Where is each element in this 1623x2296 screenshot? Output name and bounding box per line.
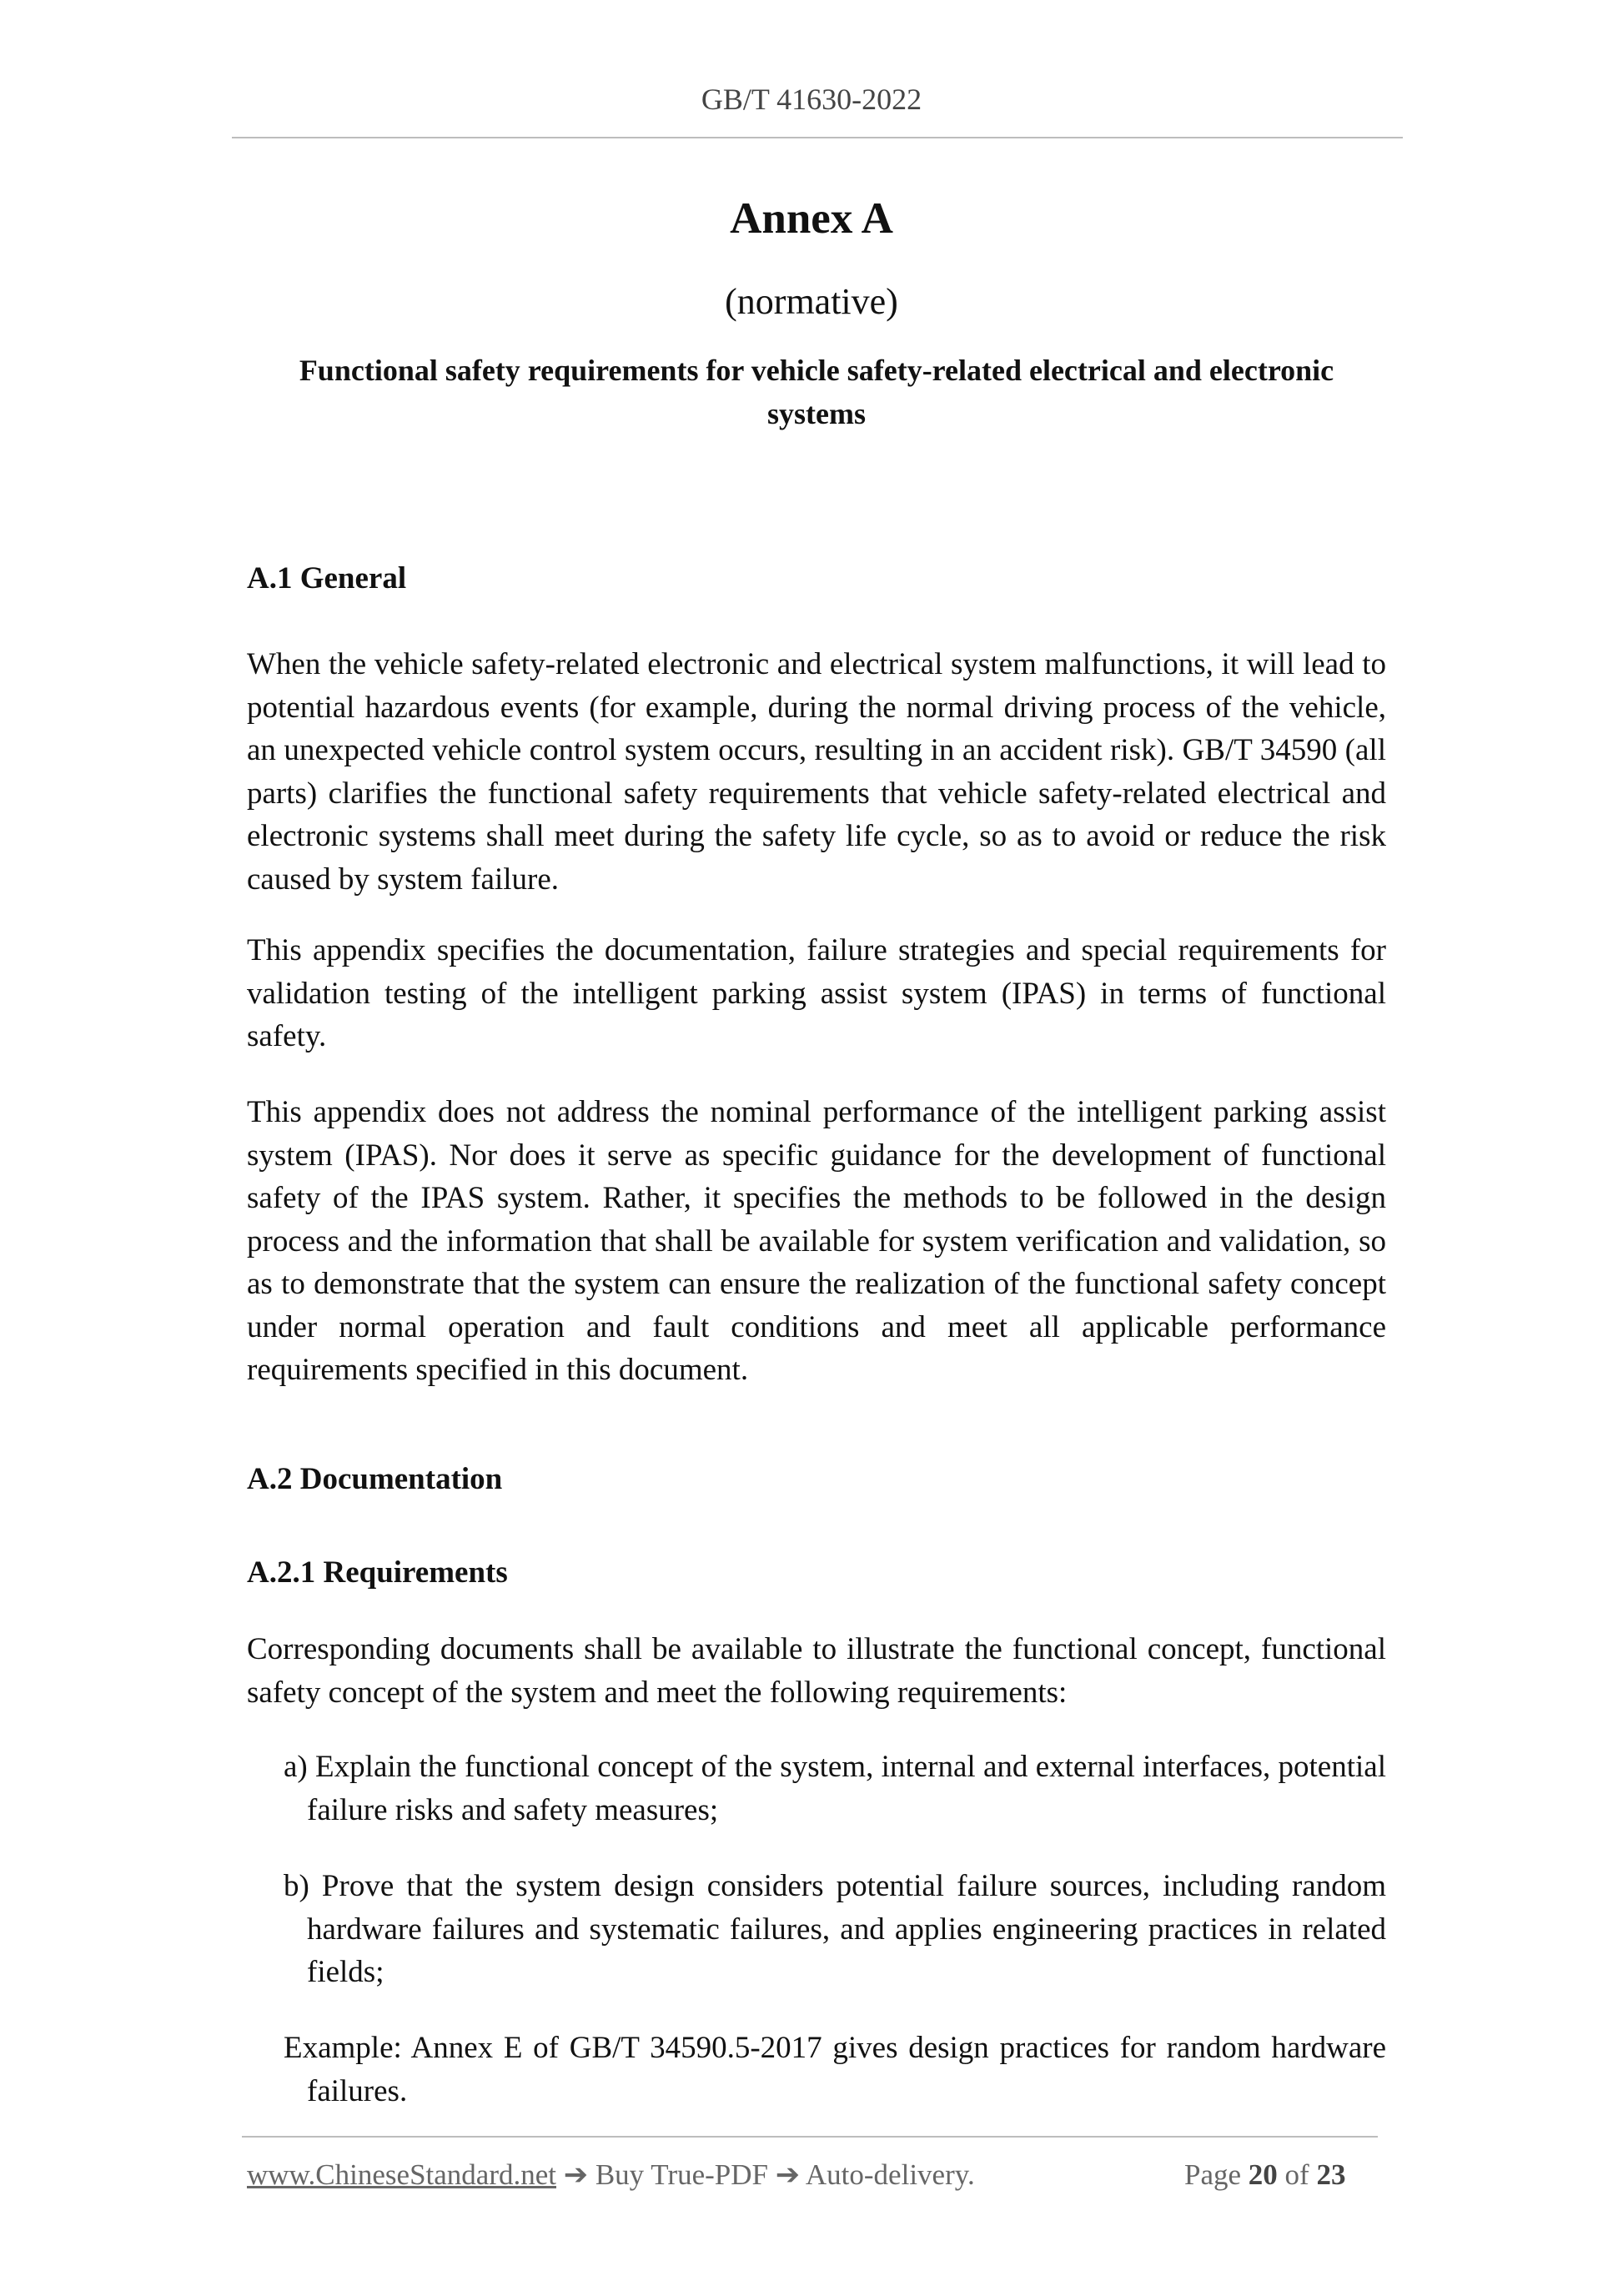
arrow-right-icon: ➔: [775, 2158, 801, 2191]
footer-promo: [247, 2158, 975, 2192]
list-item-a: a) Explain the functional concept of the system, internal and external interfaces, potential failure risks and safety measures;: [284, 1750, 1386, 1827]
auto-delivery-text: Auto-delivery.: [805, 2158, 975, 2191]
section-heading-a21: A.2.1 Requirements: [247, 1555, 508, 1590]
section-heading-a1: A.1 General: [247, 561, 407, 595]
arrow-right-icon: ➔: [563, 2158, 589, 2191]
annex-subtitle: Functional safety requirements for vehicle safety-related electrical and electronic systems: [299, 354, 1334, 430]
footer-divider: [242, 2136, 1378, 2138]
annex-title: Annex A: [730, 194, 893, 243]
paragraph-a21-intro: Corresponding documents shall be available to illustrate the functional concept, functional safety concept of the system and meet the following requirements:: [247, 1632, 1386, 1710]
annex-type: (normative): [725, 281, 898, 322]
paragraph-a1-1: When the vehicle safety-related electronic and electrical system malfunctions, it will lead to potential hazardous events (for example, during the normal driving process of the vehicle, an unexpected vehicle control system occurs, resulting in an accident risk). GB/T 34590 (all parts) clarifies the functional safety requirements that vehicle safety-related electrical and electronic systems shall meet during the safety life cycle, so as to avoid or reduce the risk caused by system failure.: [247, 647, 1386, 897]
buy-pdf-text: Buy True-PDF: [595, 2158, 768, 2191]
header-divider: [232, 137, 1403, 138]
page-total: 23: [1316, 2158, 1346, 2191]
paragraph-a1-3: This appendix does not address the nominal performance of the intelligent parking assist system (IPAS). Nor does it serve as specific guidance for the development of functional safety of the IPAS system. Rather, it specifies the methods to be followed in the design process and the information that shall be available for system verification and validation, so as to demonstrate that the system can ensure the realization of the functional safety concept under normal operation and fault conditions and meet all applicable performance requirements specified in this document.: [247, 1095, 1386, 1387]
list-item-b: b) Prove that the system design considers potential failure sources, including random hardware failures and systematic failures, and applies engineering practices in related fields;: [284, 1869, 1386, 1989]
section-heading-a2: A.2 Documentation: [247, 1462, 503, 1496]
site-link[interactable]: www.ChineseStandard.net: [247, 2158, 556, 2191]
paragraph-a1-2: This appendix specifies the documentation, failure strategies and special requirements for validation testing of the intelligent parking assist system (IPAS) in terms of functional safety.: [247, 933, 1386, 1053]
of-label: of: [1284, 2158, 1309, 2191]
page-indicator: [1184, 2158, 1345, 2192]
example-note: Example: Annex E of GB/T 34590.5-2017 gives design practices for random hardware failures.: [284, 2031, 1386, 2108]
page-current: 20: [1248, 2158, 1278, 2191]
document-number-header: GB/T 41630-2022: [701, 83, 922, 116]
page-label: Page: [1184, 2158, 1242, 2191]
